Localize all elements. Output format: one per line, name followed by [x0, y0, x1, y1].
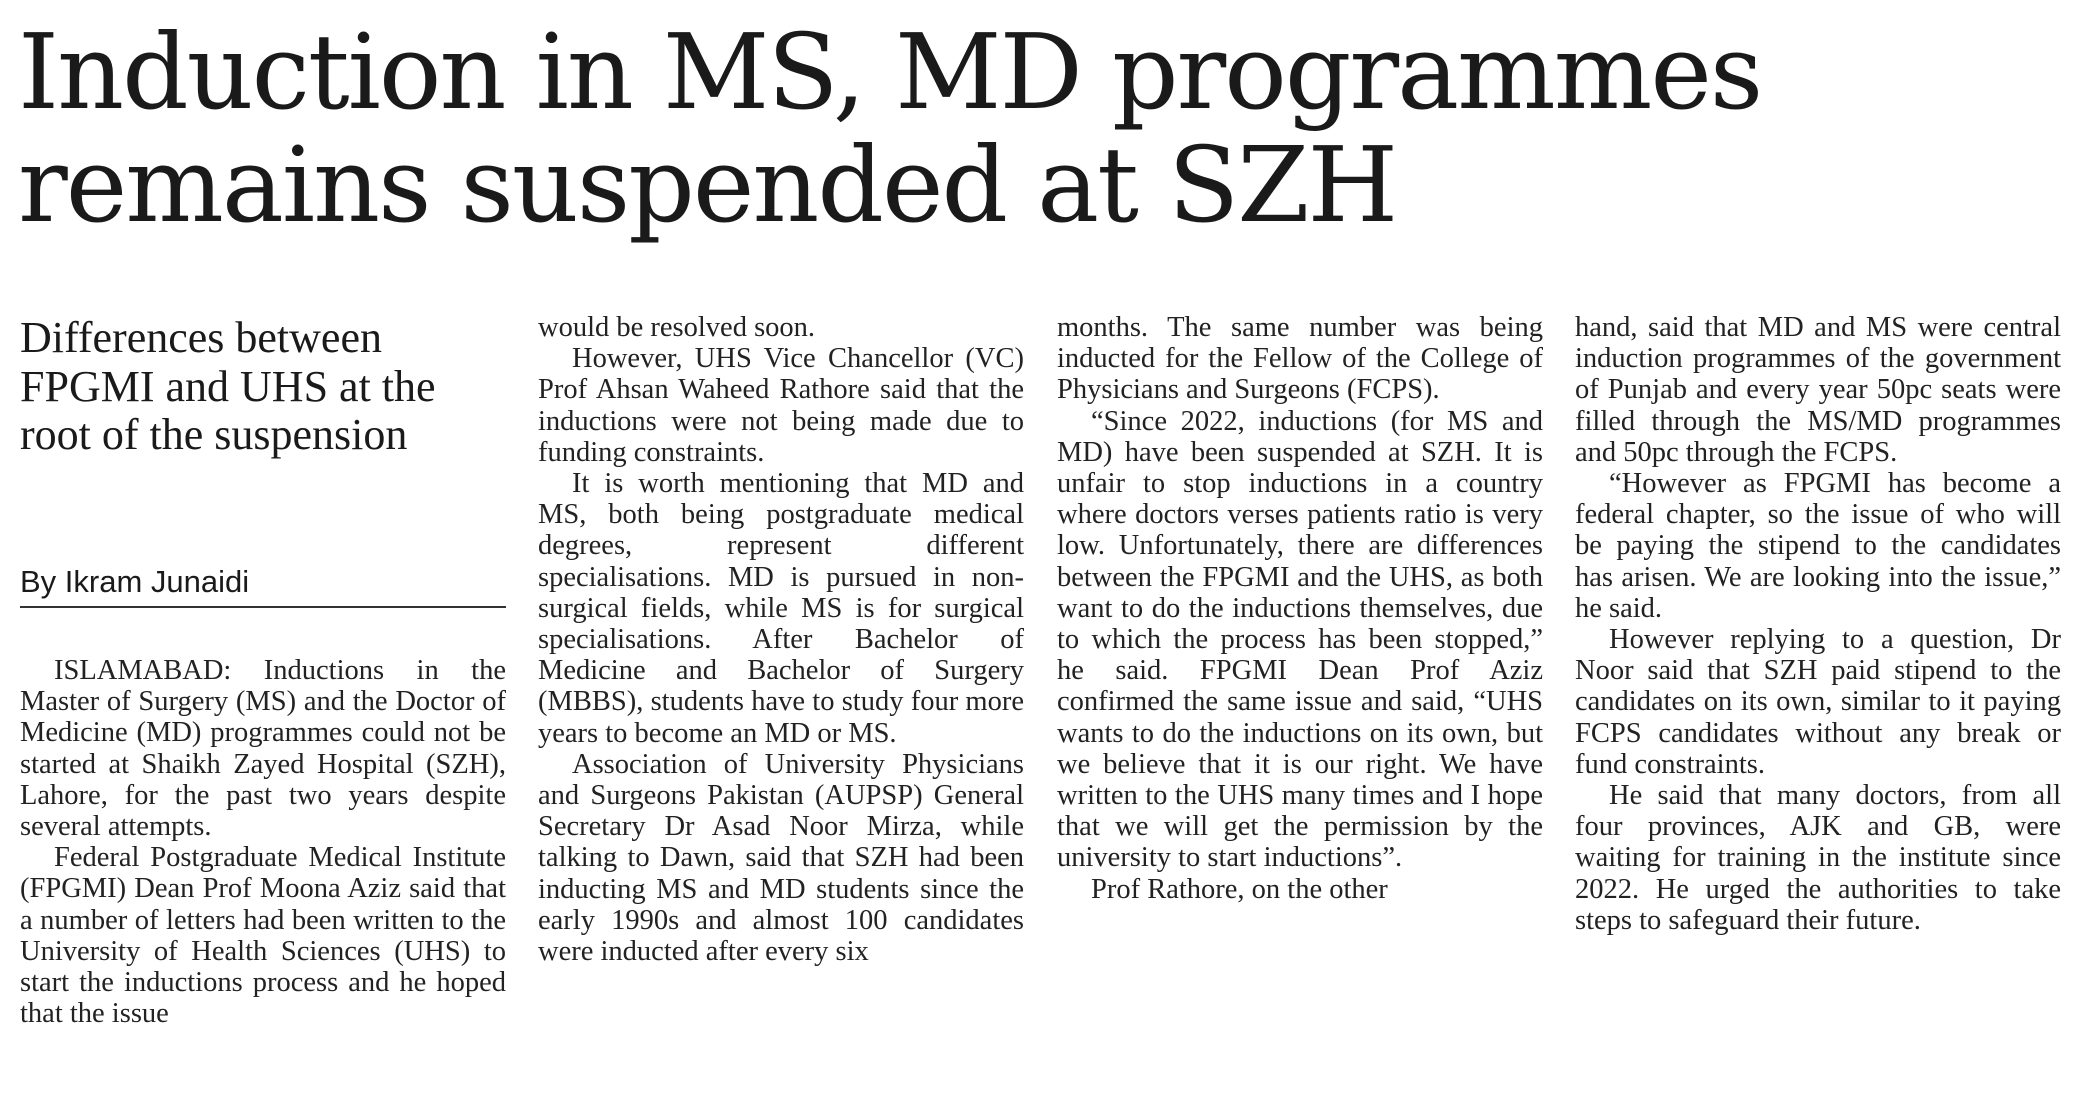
byline: By Ikram Junaidi: [20, 564, 250, 599]
byline-rule: [20, 606, 506, 608]
paragraph: Association of University Physicians and Surgeons Pakistan (AUPSP) General Secretary Dr Asad Noor Mirza, while talking to Dawn, said that SZH had been inducting MS and MD students since the early 1990s and almost 100 candidates were inducted after every six: [538, 748, 1024, 968]
paragraph: He said that many doctors, from all four provinces, AJK and GB, were waiting for training in the institute since 2022. He urged the authorities to take steps to safeguard their future.: [1575, 780, 2061, 936]
paragraph: Prof Rathore, on the other: [1091, 873, 1388, 905]
column-2: [538, 312, 1024, 967]
paragraph: However, UHS Vice Chancellor (VC) Prof Ahsan Waheed Rathore said that the inductions were not being made due to funding constraints.: [538, 343, 1024, 468]
paragraph: hand, said that MD and MS were central induction programmes of the government of Punjab and every year 50pc seats were filled through the MS/MD programmes and 50pc through the FCPS.: [1575, 312, 2061, 468]
paragraph: months. The same number was being inducted for the Fellow of the College of Physicians and Surgeons (FCPS).: [1057, 312, 1543, 406]
paragraph: It is worth mentioning that MD and MS, both being postgraduate medical degrees, represent different specialisations. MD is pursued in non-surgical fields, while MS is for surgical specialisations. After Bachelor of Medicine and Bachelor of Surgery (MBBS), students have to study four more years to become an MD or MS.: [538, 468, 1024, 749]
headline: Induction in MS, MD programmes remains suspended at SZH: [18, 11, 1762, 246]
paragraph: However replying to a question, Dr Noor said that SZH paid stipend to the candidates on its own, similar to it paying FCPS candidates without any break or fund constraints.: [1575, 624, 2061, 780]
column-3: [1057, 312, 1543, 905]
paragraph: “However as FPGMI has become a federal chapter, so the issue of who will be paying the stipend to the candidates has arisen. We are looking into the issue,” he said.: [1575, 468, 2061, 624]
paragraph: would be resolved soon.: [538, 312, 816, 343]
paragraph: “Since 2022, inductions (for MS and MD) have been suspended at SZH. It is unfair to stop inductions in a country where doctors verses patients ratio is very low. Unfortunately, there are differences between the FPGMI and the UHS, as both want to do the inductions themselves, due to which the process has been stopped,” he said. FPGMI Dean Prof Aziz confirmed the same issue and said, “UHS wants to do the inductions on its own, but we believe that it is our right. We have written to the UHS many times and I hope that we will get the permission by the university to start inductions”.: [1057, 405, 1543, 874]
paragraph: ISLAMABAD: Inductions in the Master of Surgery (MS) and the Doctor of Medicine (MD) programmes could not be started at Shaikh Zayed Hospital (SZH), Lahore, for the past two years despite several attempts.: [20, 655, 506, 843]
column-1: [20, 655, 506, 1029]
paragraph: Federal Postgraduate Medical Institute (FPGMI) Dean Prof Moona Aziz said that a number of letters had been written to the University of Health Sciences (UHS) to start the inductions process and he hoped that the issue: [20, 842, 506, 1030]
strapline: Differences between FPGMI and UHS at the root of the suspension: [20, 313, 436, 459]
column-4: [1575, 312, 2061, 936]
